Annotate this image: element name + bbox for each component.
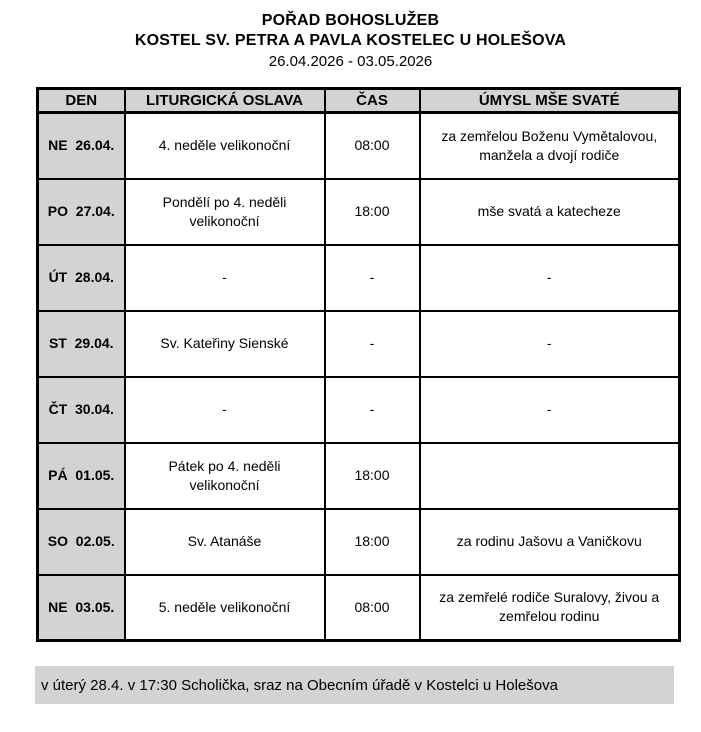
intention-cell: za rodinu Jašovu a Vaničkovu [420, 509, 680, 575]
page-title: POŘAD BOHOSLUŽEB [261, 12, 440, 29]
time-cell: - [325, 377, 420, 443]
intention-cell: za zemřelou Boženu Vymětalovou, manžela a dvojí rodiče [420, 113, 680, 179]
intention-cell: - [420, 377, 680, 443]
column-header-day: DEN [38, 89, 125, 113]
intention-cell: mše svatá a katecheze [420, 179, 680, 245]
time-cell: 18:00 [325, 443, 420, 509]
table-row [38, 179, 680, 245]
page-subtitle: KOSTEL SV. PETRA A PAVLA KOSTELEC U HOLEŠOVA [134, 32, 567, 49]
table-row [38, 509, 680, 575]
day-cell: ST 29.04. [38, 311, 125, 377]
celebration-cell: Sv. Kateřiny Sienské [125, 311, 325, 377]
day-cell: SO 02.05. [38, 509, 125, 575]
celebration-cell: - [125, 377, 325, 443]
celebration-cell: 4. neděle velikonoční [125, 113, 325, 179]
celebration-cell: Pátek po 4. neděli velikonoční [125, 443, 325, 509]
table-row [38, 113, 680, 179]
column-header-celebration: LITURGICKÁ OSLAVA [125, 89, 325, 113]
table-row [38, 443, 680, 509]
column-header-time: ČAS [325, 89, 420, 113]
day-cell: PO 27.04. [38, 179, 125, 245]
time-cell: 18:00 [325, 179, 420, 245]
celebration-cell: 5. neděle velikonoční [125, 575, 325, 641]
time-cell: 08:00 [325, 575, 420, 641]
schedule-table [36, 87, 681, 642]
footer-note: v úterý 28.4. v 17:30 Scholička, sraz na Obecním úřadě v Kostelci u Holešova [35, 666, 674, 704]
day-cell: ČT 30.04. [38, 377, 125, 443]
celebration-cell: - [125, 245, 325, 311]
intention-cell: za zemřelé rodiče Suralovy, živou a zemřelou rodinu [420, 575, 680, 641]
intention-cell: - [420, 245, 680, 311]
date-range: 26.04.2026 - 03.05.2026 [268, 53, 433, 70]
document-header [0, 0, 701, 72]
celebration-cell: Sv. Atanáše [125, 509, 325, 575]
table-row [38, 311, 680, 377]
table-row [38, 377, 680, 443]
column-header-intention: ÚMYSL MŠE SVATÉ [420, 89, 680, 113]
time-cell: 18:00 [325, 509, 420, 575]
schedule-table-header [38, 89, 680, 113]
day-cell: NE 26.04. [38, 113, 125, 179]
table-row [38, 245, 680, 311]
day-cell: NE 03.05. [38, 575, 125, 641]
intention-cell: - [420, 311, 680, 377]
time-cell: - [325, 311, 420, 377]
intention-cell [420, 443, 680, 509]
schedule-table-body [38, 113, 680, 641]
day-cell: ÚT 28.04. [38, 245, 125, 311]
day-cell: PÁ 01.05. [38, 443, 125, 509]
time-cell: - [325, 245, 420, 311]
celebration-cell: Pondělí po 4. neděli velikonoční [125, 179, 325, 245]
header-row [38, 89, 680, 113]
table-row [38, 575, 680, 641]
time-cell: 08:00 [325, 113, 420, 179]
